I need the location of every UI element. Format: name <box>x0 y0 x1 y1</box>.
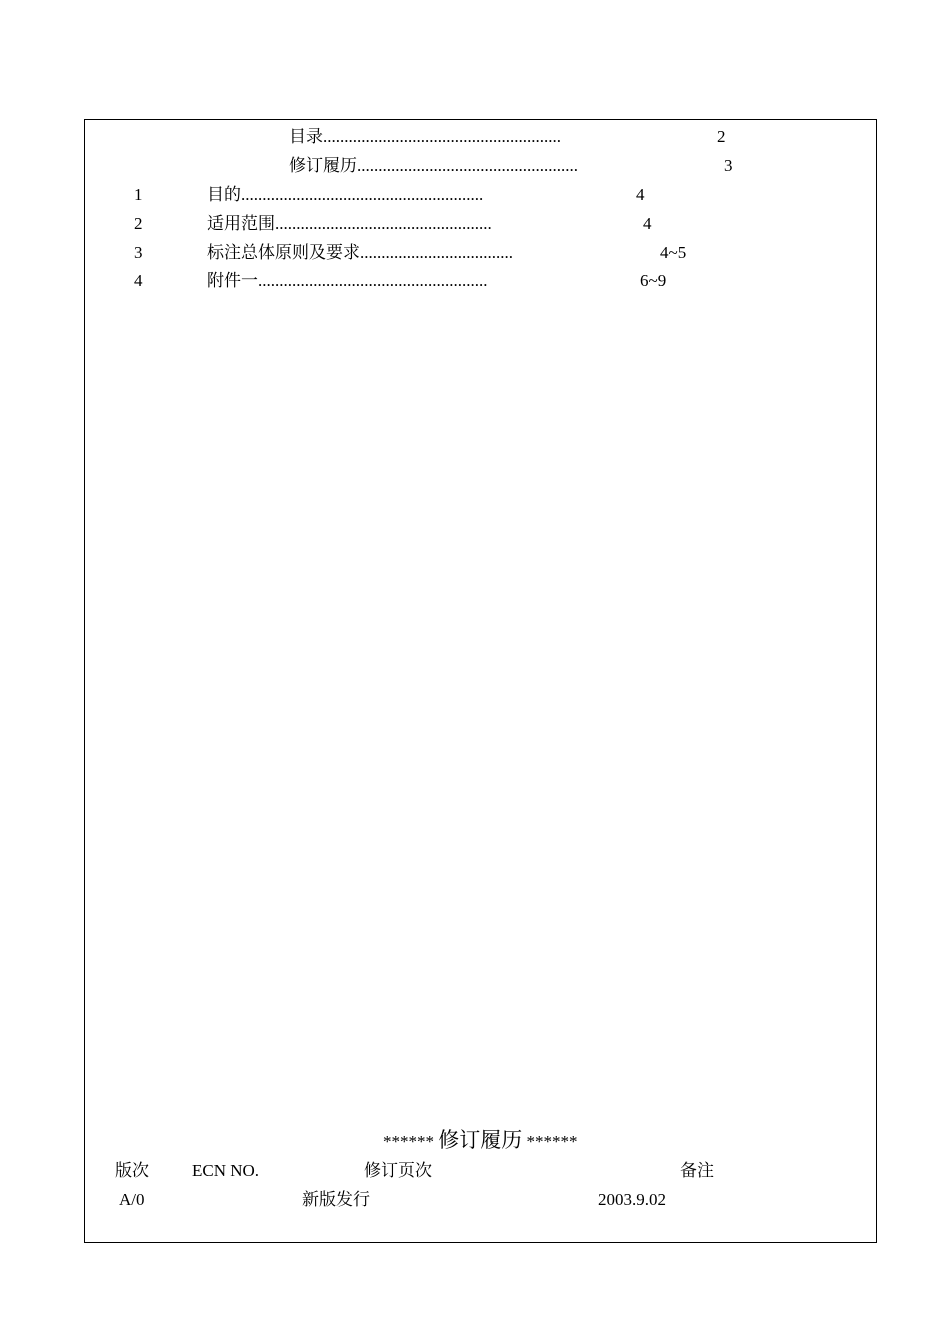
row-version: A/0 <box>119 1190 145 1209</box>
toc-page-contents: 2 <box>717 127 726 146</box>
toc-label-contents: 目录........................................................ <box>289 127 561 146</box>
toc-number-4: 4 <box>134 271 143 290</box>
header-version: 版次 <box>115 1161 149 1181</box>
header-ecn: ECN NO. <box>192 1161 260 1180</box>
toc-page-purpose: 4 <box>636 185 645 204</box>
toc-label-scope: 适用范围................................................... <box>207 214 492 233</box>
toc-number-2: 2 <box>134 214 143 233</box>
toc-label-purpose: 目的......................................................... <box>207 185 484 205</box>
toc-page-scope: 4 <box>643 214 652 233</box>
header-remark: 备注 <box>680 1161 714 1180</box>
toc-page-revision-history: 3 <box>724 156 733 175</box>
header-revised-pages: 修订页次 <box>364 1161 432 1180</box>
toc-page-principles: 4~5 <box>660 243 687 262</box>
toc-label-principles: 标注总体原则及要求.................................... <box>207 243 513 262</box>
toc-number-3: 3 <box>134 243 143 262</box>
toc-label-revision-history: 修订履历.................................................... <box>289 156 578 175</box>
row-revised-pages: 新版发行 <box>302 1190 370 1209</box>
toc-number-1: 1 <box>134 185 143 204</box>
toc-label-attachment: 附件一...................................................... <box>207 271 488 290</box>
revision-history-title: ****** 修订履历 ****** <box>383 1128 578 1152</box>
row-date: 2003.9.02 <box>598 1190 666 1209</box>
toc-page-attachment: 6~9 <box>640 271 667 290</box>
